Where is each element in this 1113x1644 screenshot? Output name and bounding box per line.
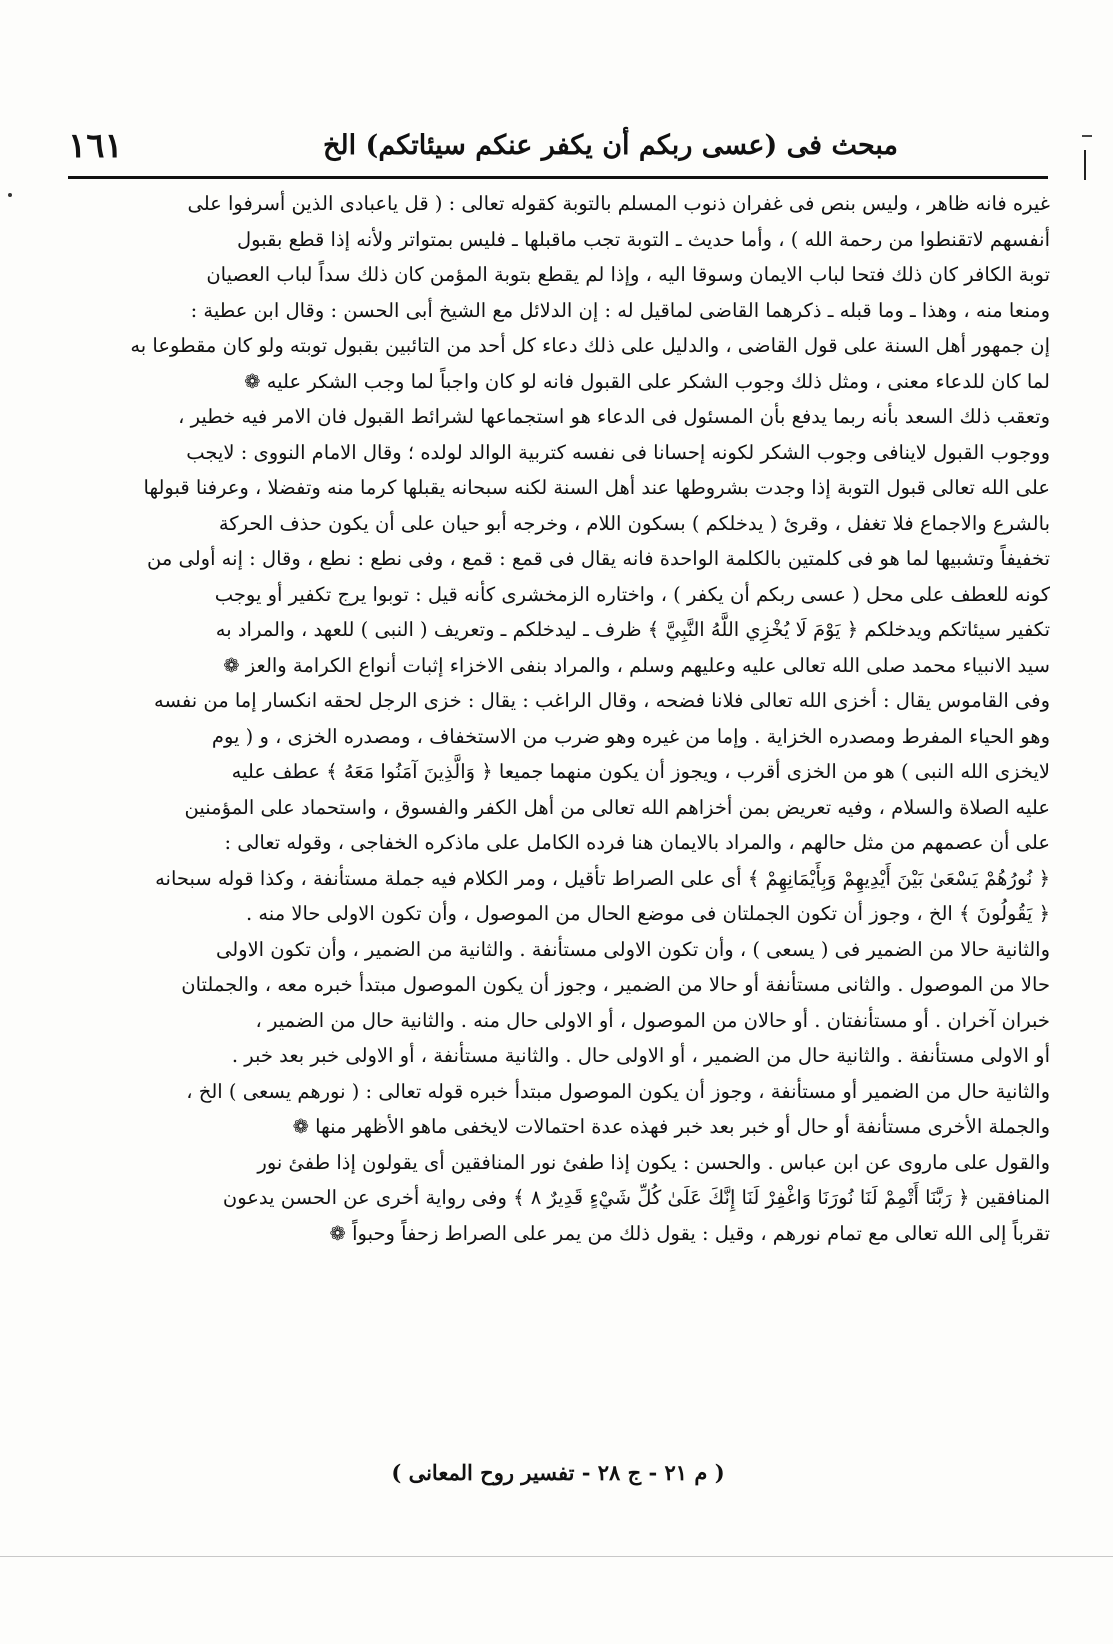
text-line: المنافقين ﴿ رَبَّنَا أَتْمِمْ لَنَا نُورَنَا وَاغْفِرْ لَنَا إِنَّكَ عَلَىٰ كُلِّ شَيْءٍ قَدِيرٌ ٨ ﴾ وفى رواية أخرى عن الحسن يدعون [222,1186,1050,1209]
body-text [60,186,1050,1251]
page-header [68,120,1048,180]
text-line: لما كان للدعاء معنى ، ومثل ذلك وجوب الشكر على القبول فانه لو كان واجباً لما وجب الشكر عليه ❁ [244,369,1050,393]
text-line: والثانية حالا من الضمير فى ( يسعى ) ، وأن تكون الاولى مستأنفة . والثانية من الضمير ، وأن تكون الاولى [215,937,1050,961]
text-line: وتعقب ذلك السعد بأنه ربما يدفع بأن المسئول فى الدعاء هو استجماعها لشرائط القبول فان الامر فيه خطير ، [178,405,1050,428]
text-line: تكفير سيئاتكم ويدخلكم ﴿ يَوْمَ لَا يُخْزِي اللَّهُ النَّبِيَّ ﴾ ظرف ـ ليدخلكم ـ وتعريف ( النبى ) للعهد ، والمراد به [215,618,1050,641]
text-line: على أن عصمهم من مثل حالهم ، والمراد بالايمان هنا فرده الكامل على ماذكره الخفاجى ، وقوله تعالى : [224,831,1050,854]
text-line: ﴿ يَقُولُونَ ﴾ الخ ، وجوز أن تكون الجملتان فى موضع الحال من الموصول ، وأن تكون الاولى حالا منه . [245,902,1050,925]
text-line: خبران آخران . أو مستأنفتان . أو حالان من الموصول ، أو الاولى حال منه . والثانية حال من الضمير ، [255,1008,1050,1032]
text-line: والجملة الأخرى مستأنفة أو حال أو خبر بعد خبر فهذه عدة احتمالات لايخفى ماهو الأظهر منها ❁ [292,1115,1050,1138]
running-title: مبحث فى (عسى ربكم أن يكفر عنكم سيئاتكم) الخ [323,130,898,161]
header-rule [68,176,1048,179]
text-line: ومنعا منه ، وهذا ـ وما قبله ـ ذكرهما القاضى لماقيل له : إن الدلائل مع الشيخ أبى الحسن : وقال ابن عطية : [190,298,1050,322]
text-line: ﴿ نُورُهُمْ يَسْعَىٰ بَيْنَ أَيْدِيهِمْ وَبِأَيْمَانِهِمْ ﴾ أى على الصراط تأقيل ، ومر الكلام فيه جملة مستأنفة ، وكذا قوله سبحانه [155,866,1050,890]
margin-mark [1084,150,1086,180]
text-line: على الله تعالى قبول التوبة إذا وجدت بشروطها عند أهل السنة لكنه سبحانه يقبلها كرما منه وتفضلا ، وعرفنا قبولها [143,476,1050,499]
text-line: لايخزى الله النبى ) هو من الخزى أقرب ، ويجوز أن يكون منهما جميعا ﴿ وَالَّذِينَ آمَنُوا مَعَهُ ﴾ عطف عليه [231,760,1050,783]
text-line: تقرباً إلى الله تعالى مع تمام نورهم ، وقيل : يقول ذلك من يمر على الصراط زحفاً وحبواً ❁ [329,1221,1050,1245]
text-line: ووجوب القبول لاينافى وجوب الشكر لكونه إحسانا فى نفسه كتربية الوالد لولده ؛ وقال الامام النووى : لايجب [186,440,1050,464]
text-line: أنفسهم لاتقنطوا من رحمة الله ) ، وأما حديث ـ التوبة تجب ماقبلها ـ فليس بمتواتر ولأنه إذا قطع بقبول [237,227,1050,251]
page-number: ١٦١ [68,126,123,166]
text-line: أو الاولى مستأنفة . والثانية حال من الضمير ، أو الاولى حال . والثانية مستأنفة ، أو الاولى خبر بعد خبر . [231,1044,1050,1067]
text-line: حالا من الموصول . والثانى مستأنفة أو حالا من الضمير ، وجوز أن يكون الموصول مبتدأ خبره معه ، والجملتان [181,973,1050,996]
text-line: إن جمهور أهل السنة على قول القاضى ، والدليل على ذلك دعاء كل أحد من التائبين بقبول توبته ولو كان مقطوعا به [130,334,1050,357]
margin-mark-top [1082,135,1092,137]
text-line: عليه الصلاة والسلام ، وفيه تعريض بمن أخزاهم الله تعالى من أهل الكفر والفسوق ، واستحماد على المؤمنين [184,795,1050,819]
text-line: سيد الانبياء محمد صلى الله تعالى عليه وعليهم وسلم ، والمراد بنفى الاخزاء إثبات أنواع الكرامة والعز ❁ [223,653,1050,677]
text-line: وهو الحياء المفرط ومصدره الخزاية . وإما من غيره وهو ضرب من الاستخفاف ، ومصدره الخزى ، و ( يوم [211,724,1050,748]
page-footer: ( م ٢١ - ج ٢٨ - تفسير روح المعانى ) [391,1460,725,1485]
bottom-rule [0,1556,1113,1557]
margin-dot [8,193,12,197]
text-line: تخفيفاً وتشبيها لما هو فى كلمتين بالكلمة الواحدة فانه يقال فى قمع : قمع ، وفى نطع : نطع ، وقال : إنه أولى من [146,547,1050,570]
text-line: غيره فانه ظاهر ، وليس بنص فى غفران ذنوب المسلم بالتوبة كقوله تعالى : ( قل ياعبادى الذين أسرفوا على [187,192,1050,215]
text-line: والثانية حال من الضمير أو مستأنفة ، وجوز أن يكون الموصول مبتدأ خبره قوله تعالى : ( نورهم يسعى ) الخ ، [186,1079,1050,1103]
text-line: وفى القاموس يقال : أخزى الله تعالى فلانا فضحه ، وقال الراغب : يقال : خزى الرجل لحقه انكسار إما من نفسه [154,689,1050,712]
text-line: والقول على ماروى عن ابن عباس . والحسن : يكون إذا طفئ نور المنافقين أى يقولون إذا طفئ نور [257,1150,1050,1174]
text-line: توبة الكافر كان ذلك فتحا لباب الايمان وسوقا اليه ، وإذا لم يقطع بتوبة المؤمن كان ذلك سداً لباب العصيان [206,263,1050,286]
text-line: بالشرع والاجماع فلا تغفل ، وقرئ ( يدخلكم ) بسكون اللام ، وخرجه أبو حيان على أن يكون حذف الحركة [218,511,1050,535]
text-line: كونه للعطف على محل ( عسى ربكم أن يكفر ) ، واختاره الزمخشرى كأنه قيل : توبوا يرج تكفير أو يوجب [214,582,1050,606]
